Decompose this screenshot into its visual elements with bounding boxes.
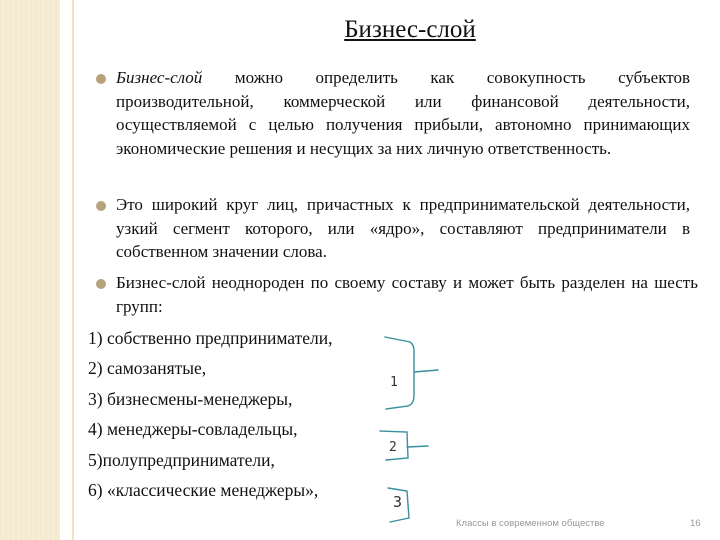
bullet-lead-term: Бизнес-слой <box>116 68 203 87</box>
list-item: 1) собственно предприниматели, <box>88 328 333 348</box>
bullet-text: Бизнес-слой неоднороден по своему составу и может быть разделен на шесть групп: <box>116 273 698 316</box>
bullet-text: можно определить как совокупность субъектов производительной, коммерческой или финансовой деятельности, осуществляемой с целью получения прибыли, автономно принимающих экономические решения и несущих за них личную ответственность. <box>116 68 690 158</box>
annotation-number: 1 <box>390 375 398 390</box>
footer-caption: Классы в современном обществе <box>456 518 605 529</box>
page-number: 16 <box>690 518 701 529</box>
list-item: 6) «классические менеджеры», <box>88 480 319 500</box>
bracket-shape <box>385 337 414 409</box>
bracket-tick <box>407 446 428 447</box>
annotation-number: 2 <box>389 440 397 455</box>
slide-title: Бизнес-слой <box>344 16 476 43</box>
list-item: 2) самозанятые, <box>88 358 207 378</box>
bracket-tick <box>414 370 438 372</box>
list-item: 3) бизнесмены-менеджеры, <box>88 389 293 409</box>
list-item: 5)полупредприниматели, <box>88 450 275 470</box>
annotation-number: 3 <box>393 493 403 511</box>
bullet-text: Это широкий круг лиц, причастных к предпринимательской деятельности, узкий сегмент которого, или «ядро», составляют предприниматели в собственном значении слова. <box>116 195 690 261</box>
list-item: 4) менеджеры-совладельцы, <box>88 419 298 439</box>
